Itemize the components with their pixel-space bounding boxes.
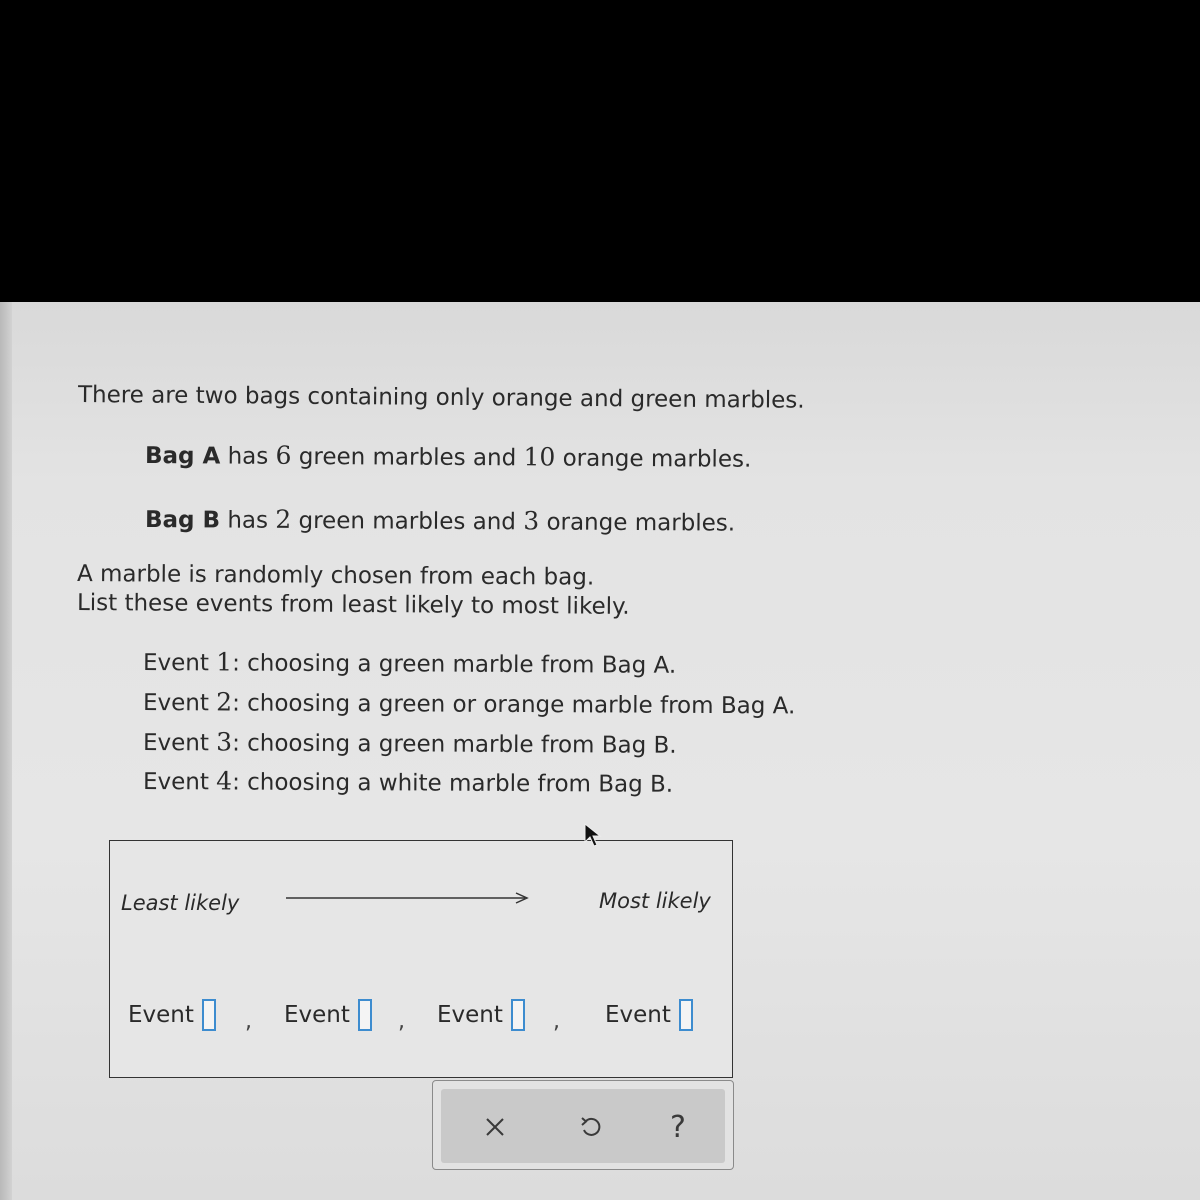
bag-b-name: Bag B: [144, 507, 221, 534]
problem-intro: There are two bags containing only orange and green marbles.: [77, 382, 805, 414]
bag-b-mid: green marbles and: [291, 507, 524, 536]
event-3-description: [143, 727, 677, 759]
bag-b-green-count: 2: [275, 504, 292, 534]
bag-a-mid: green marbles and: [291, 443, 524, 472]
event-label: Event: [142, 690, 217, 717]
bag-b-post: orange marbles.: [539, 509, 736, 537]
event-number: 3: [216, 727, 233, 757]
most-likely-label: Most likely: [599, 889, 711, 913]
close-icon: [484, 1116, 506, 1138]
event-text: : choosing a green marble from Bag B.: [232, 730, 677, 759]
slot-separator: ,: [553, 1009, 560, 1034]
event-label: Event: [142, 730, 217, 757]
bag-a-green-count: 6: [275, 440, 292, 470]
event-number: 2: [216, 687, 233, 717]
answer-slot-1: [128, 999, 216, 1031]
least-likely-label: Least likely: [121, 891, 240, 915]
event-2-description: [143, 687, 795, 719]
bag-a-pre: has: [220, 443, 276, 470]
answer-input-2[interactable]: [358, 999, 372, 1031]
bag-a-orange-count: 10: [523, 442, 556, 472]
bag-a-description: [145, 440, 751, 473]
clear-button[interactable]: [479, 1111, 511, 1143]
answer-input-1[interactable]: [202, 999, 216, 1031]
answer-box: [109, 840, 733, 1078]
event-number: 1: [216, 647, 233, 677]
slot-label: Event: [284, 1002, 350, 1028]
undo-button[interactable]: [575, 1111, 607, 1143]
screen-bezel: [0, 302, 12, 1200]
slot-label: Event: [605, 1002, 671, 1028]
event-number: 4: [216, 766, 233, 796]
slot-separator: ,: [398, 1009, 405, 1034]
slot-label: Event: [437, 1002, 503, 1028]
least-to-most-arrow: [285, 891, 535, 905]
answer-slot-2: [284, 999, 372, 1031]
undo-icon: [578, 1114, 604, 1140]
instruction-line-2: List these events from least likely to most likely.: [76, 590, 630, 620]
event-text: : choosing a white marble from Bag B.: [232, 769, 674, 798]
answer-slot-4: [605, 999, 693, 1031]
bag-b-description: [145, 504, 735, 537]
answer-input-4[interactable]: [679, 999, 693, 1031]
slot-separator: ,: [245, 1009, 252, 1034]
bag-b-pre: has: [219, 507, 276, 534]
bag-a-post: orange marbles.: [555, 445, 752, 473]
instruction-line-1: A marble is randomly chosen from each bag.: [76, 561, 595, 591]
event-text: : choosing a green or orange marble from Bag A.: [232, 690, 796, 720]
event-label: Event: [142, 769, 217, 796]
event-text: : choosing a green marble from Bag A.: [232, 650, 677, 679]
slot-label: Event: [128, 1002, 194, 1028]
mouse-cursor-icon: [583, 822, 603, 850]
answer-slot-3: [437, 999, 525, 1031]
help-button[interactable]: ?: [670, 1109, 686, 1145]
answer-input-3[interactable]: [511, 999, 525, 1031]
event-label: Event: [142, 650, 217, 677]
bag-b-orange-count: 3: [523, 506, 540, 536]
event-1-description: [143, 647, 676, 679]
bag-a-name: Bag A: [144, 443, 221, 470]
toolbar-panel: [441, 1089, 725, 1163]
answer-toolbar: [432, 1080, 734, 1170]
event-4-description: [143, 766, 673, 798]
